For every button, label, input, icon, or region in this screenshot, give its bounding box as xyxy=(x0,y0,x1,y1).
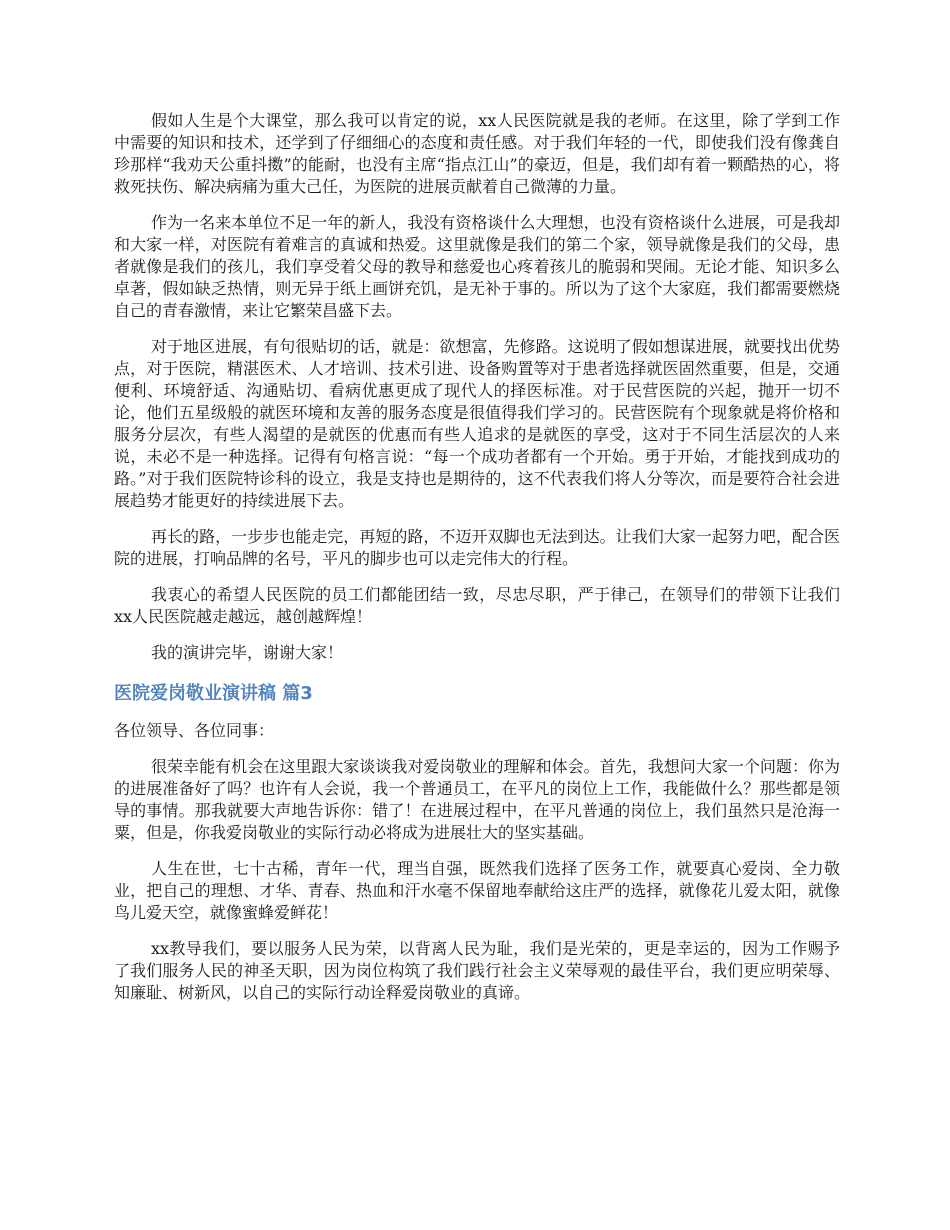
salutation: 各位领导、各位同事： xyxy=(114,721,275,740)
paragraph: 作为一名来本单位不足一年的新人，我没有资格谈什么大理想，也没有资格谈什么进展，可是我却和大家一样，对医院有着难言的真诚和热爱。这里就像是我们的第二个家，领导就像是我们的父母，患者就像是我们的孩儿，我们享受着父母的教导和慈爱也心疼着孩儿的脆弱和哭闹。无论才能、知识多么卓著，假如缺乏热情，则无异于纸上画饼充饥，是无补于事的。所以为了这个大家庭，我们都需要燃烧自己的青春激情，来让它繁荣昌盛下去。 xyxy=(114,213,840,320)
paragraph: 很荣幸能有机会在这里跟大家谈谈我对爱岗敬业的理解和体会。首先，我想问大家一个问题：你为的进展准备好了吗？也许有人会说，我一个普通员工，在平凡的岗位上工作，我能做什么？那些都是领导的事情。那我就要大声地告诉你：错了！在进展过程中，在平凡普通的岗位上，我们虽然只是沧海一粟，但是，你我爱岗敬业的实际行动必将成为进展壮大的坚实基础。 xyxy=(114,757,840,842)
paragraph: 人生在世，七十古稀，青年一代，理当自强，既然我们选择了医务工作，就要真心爱岗、全力敬业，把自己的理想、才华、青春、热血和汗水毫不保留地奉献给这庄严的选择，就像花儿爱太阳，就像鸟儿爱天空，就像蜜蜂爱鲜花！ xyxy=(114,859,840,922)
paragraph: xx教导我们，要以服务人民为荣，以背离人民为耻，我们是光荣的，更是幸运的，因为工作赐予了我们服务人民的神圣天职，因为岗位构筑了我们践行社会主义荣辱观的最佳平台，我们更应明荣辱、知廉耻、树新风，以自己的实际行动诠释爱岗敬业的真谛。 xyxy=(114,939,840,1002)
document-page xyxy=(114,110,840,1018)
paragraph: 对于地区进展，有句很贴切的话，就是：欲想富，先修路。这说明了假如想谋进展，就要找出优势点，对于医院，精湛医术、人才培训、技术引进、设备购置等对于患者选择就医固然重要，但是，交通便利、环境舒适、沟通贴切、看病优惠更成了现代人的择医标准。对于民营医院的兴起，抛开一切不论，他们五星级般的就医环境和友善的服务态度是很值得我们学习的。民营医院有个现象就是将价格和服务分层次，有些人渴望的是就医的优惠而有些人追求的是就医的享受，这对于不同生活层次的人来说，未必不是一种选择。记得有句格言说：“每一个成功者都有一个开始。勇于开始，才能找到成功的路。”对于我们医院特诊科的设立，我是支持也是期待的，这不代表我们将人分等次，而是要符合社会进展趋势才能更好的持续进展下去。 xyxy=(114,337,840,510)
section-heading: 医院爱岗敬业演讲稿 篇3 xyxy=(114,683,313,704)
paragraph: 假如人生是个大课堂，那么我可以肯定的说，xx人民医院就是我的老师。在这里，除了学到工作中需要的知识和技术，还学到了仔细细心的态度和责任感。对于我们年轻的一代，即使我们没有像龚自珍那样“我劝天公重抖擞”的能耐，也没有主席“指点江山”的豪迈，但是，我们却有着一颗酷热的心，将救死扶伤、解决病痛为重大己任，为医院的进展贡献着自己微薄的力量。 xyxy=(114,111,840,196)
paragraph: 我衷心的希望人民医院的员工们都能团结一致，尽忠尽职，严于律己，在领导们的带领下让我们xx人民医院越走越远，越创越辉煌！ xyxy=(114,585,840,626)
paragraph: 再长的路，一步步也能走完，再短的路，不迈开双脚也无法到达。让我们大家一起努力吧，配合医院的进展，打响品牌的名号，平凡的脚步也可以走完伟大的行程。 xyxy=(114,527,840,568)
paragraph: 我的演讲完毕，谢谢大家！ xyxy=(151,643,344,662)
